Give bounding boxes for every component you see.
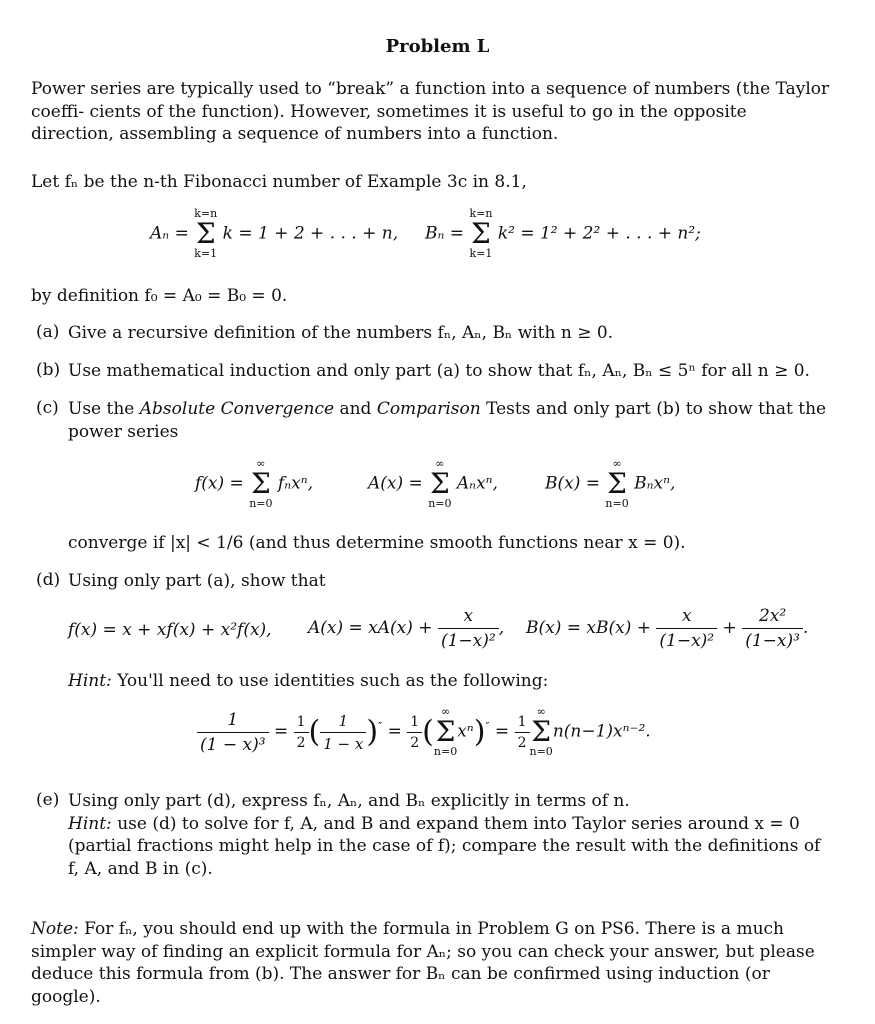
- sum-upper: k=n: [194, 207, 218, 220]
- item-c-text: Use the Absolute Convergence and Comparison Tests and only part (b) to show that the power series: [68, 399, 827, 442]
- equation-f: f(x) = x + xf(x) + x²f(x),: [68, 620, 272, 640]
- def-b-rhs: k² = 1² + 2² + . . . + n²;: [497, 223, 701, 244]
- sum-symbol: k=n Σ k=1: [194, 207, 218, 260]
- converge-line: converge if |x| < 1/6 (and thus determine smooth functions near x = 0).: [68, 533, 686, 553]
- item-a-label: (a): [36, 322, 60, 342]
- series-b: B(x) = ∞ Σ n=0 Bₙxⁿ,: [545, 457, 676, 510]
- def-b-n: [425, 208, 701, 260]
- sum-lower: k=1: [469, 247, 493, 260]
- sum-lower: k=1: [194, 247, 218, 260]
- item-e-label: (e): [36, 790, 60, 810]
- def-a-n: [150, 208, 398, 260]
- item-d-label: (d): [36, 570, 61, 590]
- item-b-label: (b): [36, 360, 61, 380]
- note-paragraph: Note: For fₙ, you should end up with the formula in Problem G on PS6. There is a much simpler way of finding an explicit formula for Aₙ; so you can check your answer, but please deduce this formula from (b). The answer for Bₙ can be confirmed using induction (or google).: [31, 919, 815, 1007]
- intro-paragraph: Power series are typically used to “break” a function into a sequence of numbers (the Taylor coeffi- cients of the function). However, sometimes it is useful to go in the opposite direction, assembling a sequence of numbers into a function.: [31, 79, 830, 144]
- hint-identity: $\frac{1}{\text{(1 − x)³}}$ = $\frac{1}{2}$ ( $\frac{1}{1 - x}$ )″ = $\frac{1}{2}$ ( ∞ Σ n=0 xⁿ)″ = $\frac{1}{2}$ ∞ Σ n=0 n(n−1)xⁿ⁻².: [197, 706, 651, 758]
- item-b-text: Use mathematical induction and only part (a) to show that fₙ, Aₙ, Bₙ ≤ 5ⁿ for all n ≥ 0.: [68, 361, 810, 381]
- item-c-label: (c): [36, 398, 59, 418]
- problem-title: Problem L: [385, 36, 490, 57]
- equation-a: A(x) = xA(x) + $\frac{x}{\text{(1−x)²}}$ ,: [308, 606, 505, 651]
- series-f: f(x) = ∞ Σ n=0 fₙxⁿ,: [195, 457, 313, 510]
- equation-b: B(x) = xB(x) + $\frac{x}{\text{(1−x)²}}$ + $\frac{\text{2x²}}{\text{(1−x)³}}$ .: [526, 606, 809, 651]
- hint-label: Hint:: [68, 671, 112, 691]
- hint-label: Hint:: [68, 813, 112, 834]
- def-b-lhs: Bₙ =: [425, 223, 465, 244]
- emphasis-comparison: Comparison: [376, 399, 481, 419]
- series-a: A(x) = ∞ Σ n=0 Aₙxⁿ,: [368, 457, 498, 510]
- hint-d: Hint: You'll need to use identities such as the following:: [68, 671, 549, 691]
- emphasis-absolute-convergence: Absolute Convergence: [139, 399, 335, 419]
- item-e-text: Using only part (d), express fₙ, Aₙ, and Bₙ explicitly in terms of n. Hint: use (d) to solve for f, A, and B and expand them into Taylor series around x = 0 (partial fractions might help in the case of f); compare the result with the definitions of f, A, and B in (c).: [68, 791, 821, 879]
- def-a-rhs: k = 1 + 2 + . . . + n,: [222, 223, 399, 244]
- sum-symbol: k=n Σ k=1: [469, 207, 493, 260]
- item-d-text: Using only part (a), show that: [68, 571, 326, 591]
- let-line: Let fₙ be the n-th Fibonacci number of Example 3c in 8.1,: [31, 172, 527, 192]
- item-a-text: Give a recursive definition of the numbers fₙ, Aₙ, Bₙ with n ≥ 0.: [68, 323, 614, 343]
- def-a-lhs: Aₙ =: [150, 223, 189, 244]
- by-definition: by definition f₀ = A₀ = B₀ = 0.: [31, 286, 288, 306]
- sum-upper: k=n: [469, 207, 493, 220]
- note-label: Note:: [31, 919, 79, 939]
